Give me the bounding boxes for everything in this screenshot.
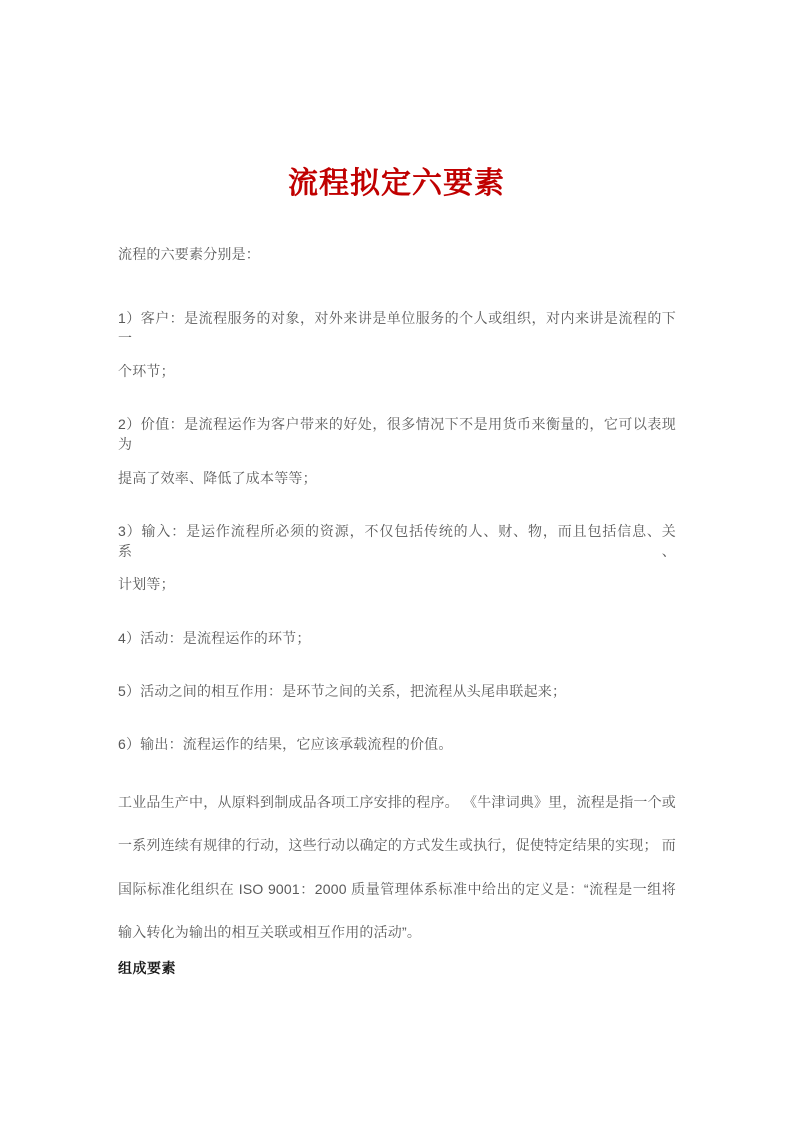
item-3-line-1: 3）输入：是运作流程所必须的资源，不仅包括传统的人、财、物，而且包括信息、关系、 — [118, 523, 676, 559]
item-6-line-1: 6）输出：流程运作的结果，它应该承载流程的价值。 — [118, 736, 453, 752]
definition-line-2: 一系列连续有规律的行动，这些行动以确定的方式发生或执行，促使特定结果的实现； 而 — [118, 837, 676, 853]
section-heading: 组成要素 — [118, 960, 176, 976]
item-5-line-1: 5）活动之间的相互作用：是环节之间的关系，把流程从头尾串联起来； — [118, 683, 567, 699]
item-1-line-2: 个环节； — [118, 363, 175, 379]
item-2-line-1: 2）价值：是流程运作为客户带来的好处，很多情况下不是用货币来衡量的，它可以表现为 — [118, 416, 676, 452]
item-2-line-2: 提高了效率、降低了成本等等； — [118, 470, 317, 486]
intro-text: 流程的六要素分别是： — [118, 246, 260, 262]
document-title: 流程拟定六要素 — [288, 167, 505, 200]
definition-line-1: 工业品生产中，从原料到制成品各项工序安排的程序。 《牛津词典》里，流程是指一个或 — [118, 794, 676, 810]
definition-line-4: 输入转化为输出的相互关联或相互作用的活动”。 — [118, 924, 422, 940]
definition-line-3: 国际标准化组织在 ISO 9001：2000 质量管理体系标准中给出的定义是：“流程是一组将 — [118, 881, 676, 897]
item-3-line-2: 计划等； — [118, 576, 175, 592]
item-1-line-1: 1）客户：是流程服务的对象，对外来讲是单位服务的个人或组织，对内来讲是流程的下一 — [118, 310, 676, 346]
item-4-line-1: 4）活动：是流程运作的环节； — [118, 630, 311, 646]
